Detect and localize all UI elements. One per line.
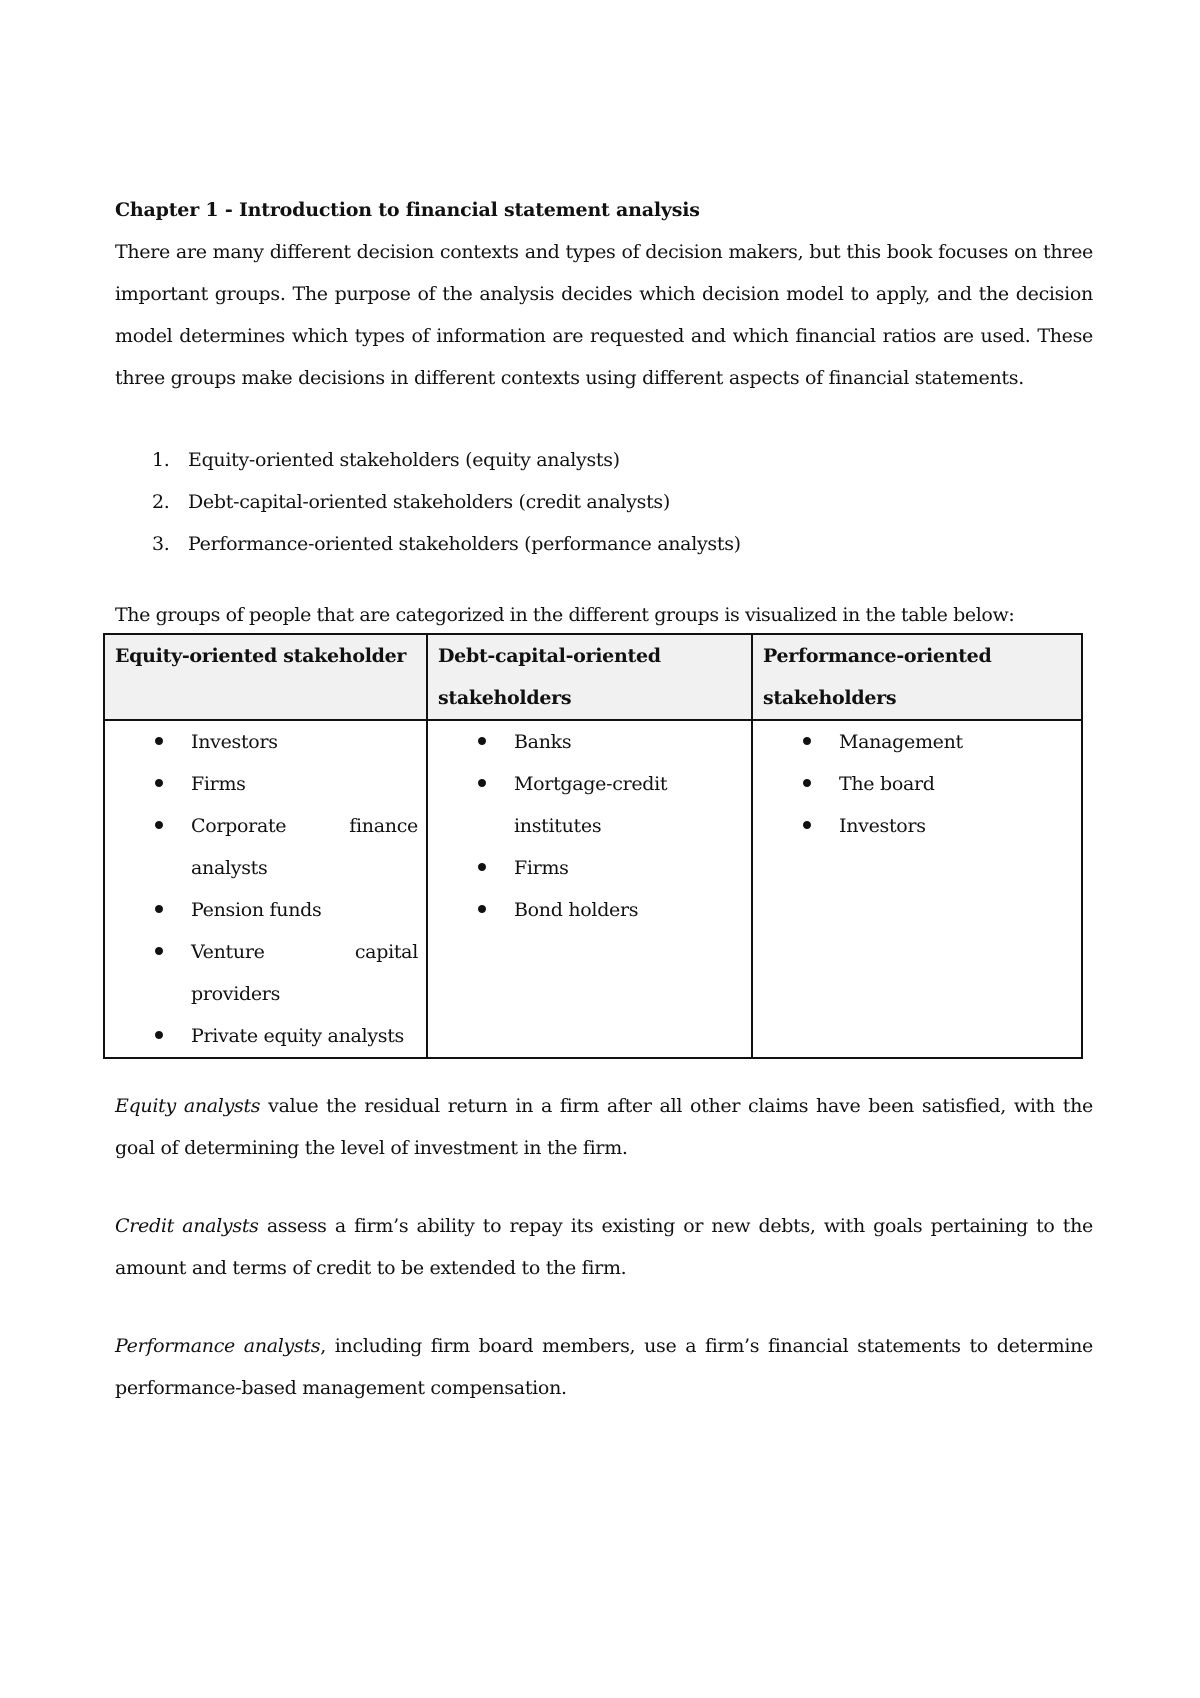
list-item [115,931,418,1015]
debt-list [438,721,743,931]
list-item [763,805,1073,847]
list-item-text: Pension funds [191,899,322,921]
list-item [115,763,418,805]
list-item-text: Investors [191,731,278,753]
definition-performance-analysts [115,1325,1093,1409]
list-item-text: Bond holders [514,899,639,921]
chapter-heading: Chapter 1 - Introduction to financial statement analysis [115,199,700,221]
list-number: 2. [152,491,170,513]
equity-cell [104,720,427,1058]
header-debt: Debt-capital-oriented stakeholders [427,634,752,720]
list-item-text: The board [839,773,935,795]
list-item-text: Management [839,731,963,753]
bullet-icon [803,779,811,787]
list-item [438,889,743,931]
list-item-text: Venture capital providers [191,941,418,1005]
bullet-icon [478,863,486,871]
list-item-text: Debt-capital-oriented stakeholders (credit analysts) [188,491,670,513]
list-item [115,1015,418,1057]
list-item [115,889,418,931]
list-item [115,523,1093,565]
list-item [763,721,1073,763]
bullet-icon [155,947,163,955]
bullet-icon [478,779,486,787]
performance-cell [752,720,1082,1058]
definition-text: value the residual return in a firm after all other claims have been satisfied, with the goal of determining the level of investment in the firm. [115,1095,1094,1159]
list-item [115,439,1093,481]
bullet-icon [155,821,163,829]
definition-term: Equity analysts [115,1095,261,1117]
bullet-icon [155,779,163,787]
list-number: 1. [152,449,170,471]
equity-list [115,721,418,1057]
document-page [115,195,1093,1409]
bullet-icon [155,905,163,913]
list-item [115,721,418,763]
list-item [438,847,743,889]
performance-list [763,721,1073,847]
table-intro: The groups of people that are categorized in the different groups is visualized in the table below: [115,604,1015,626]
list-item [115,805,418,889]
list-item-text: Corporate finance analysts [191,815,418,879]
header-performance: Performance-oriented stakeholders [752,634,1082,720]
stakeholders-table [103,633,1083,1059]
list-item-text: Banks [514,731,572,753]
list-item [763,763,1073,805]
list-item [115,481,1093,523]
groups-list [115,439,1093,565]
list-item-text: Private equity analysts [191,1025,404,1047]
header-equity: Equity-oriented stakeholder [104,634,427,720]
list-item-text: Firms [191,773,246,795]
definition-term: Credit analysts [115,1215,259,1237]
list-item-text: Firms [514,857,569,879]
debt-cell [427,720,752,1058]
list-item [438,721,743,763]
definition-text: assess a firm’s ability to repay its existing or new debts, with goals pertaining to the amount and terms of credit to be extended to the firm. [115,1215,1093,1279]
bullet-icon [478,737,486,745]
table-header-row [104,634,1082,720]
table-row [104,720,1082,1058]
list-number: 3. [152,533,170,555]
bullet-icon [155,737,163,745]
list-item-text: Performance-oriented stakeholders (performance analysts) [188,533,741,555]
definition-equity-analysts [115,1085,1093,1169]
definition-text: , including firm board members, use a firm’s financial statements to determine performance-based management compensation. [115,1335,1093,1399]
bullet-icon [803,821,811,829]
list-item-text: Investors [839,815,926,837]
bullet-icon [478,905,486,913]
list-item [438,763,743,847]
bullet-icon [155,1031,163,1039]
list-item-text: Mortgage-credit institutes [514,773,668,837]
definition-credit-analysts [115,1205,1093,1289]
list-item-text: Equity-oriented stakeholders (equity analysts) [188,449,620,471]
intro-paragraph: There are many different decision contexts and types of decision makers, but this book focuses on three important groups. The purpose of the analysis decides which decision model to apply, and the decision model determines which types of information are requested and which financial ratios are used. These three groups make decisions in different contexts using different aspects of financial statements. [115,241,1093,389]
bullet-icon [803,737,811,745]
definition-term: Performance analysts [115,1335,321,1357]
